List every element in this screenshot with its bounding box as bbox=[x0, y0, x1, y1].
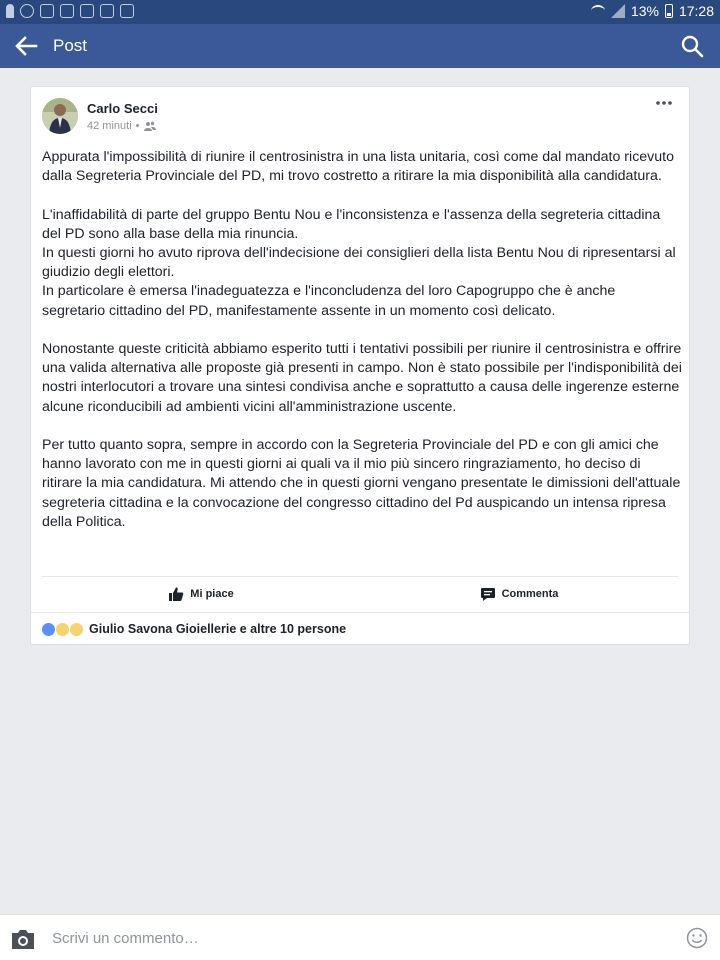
thumbs-up-icon bbox=[168, 586, 184, 602]
post-paragraph: L'inaffidabilità di parte del gruppo Bentu Nou e l'inconsistenza e l'assenza della segreteria cittadina del PD sono alla base della mia rinuncia. In questi giorni ho avuto riprova dell'indecisione dei consiglieri della lista Bentu Nou di ripresentarsi al giudizio degli elettori. In particolare è emersa l'inadeguatezza e l'inconcludenza del loro Capogruppo che è anche segretario cittadino del PD, manifestamente assente in un momento così delicato. bbox=[42, 206, 676, 319]
signal-icon bbox=[611, 4, 625, 18]
search-icon[interactable] bbox=[680, 34, 704, 58]
post-meta bbox=[87, 120, 156, 132]
flipboard-icon bbox=[80, 4, 94, 18]
notification-icons bbox=[6, 4, 134, 18]
post-time[interactable]: 42 minuti bbox=[87, 120, 132, 132]
shield-icon bbox=[60, 4, 74, 18]
battery-percent: 13% bbox=[630, 3, 659, 19]
wow-reaction-icon bbox=[69, 622, 84, 637]
post-paragraph: Appurata l'impossibilità di riunire il centrosinistra in una lista unitaria, così come dal mandato ricevuto dalla Segreteria Provinciale del PD, mi trovo costretto a ritirare la mia disponibilità alla candidatura. bbox=[42, 149, 674, 185]
comment-button[interactable] bbox=[360, 577, 678, 611]
post-actions bbox=[42, 577, 678, 611]
image-icon bbox=[40, 4, 54, 18]
emoji-icon[interactable] bbox=[686, 927, 708, 949]
avatar[interactable] bbox=[42, 98, 78, 134]
like-button[interactable] bbox=[42, 577, 360, 611]
sad-reaction-icon bbox=[55, 622, 70, 637]
post-author[interactable]: Carlo Secci bbox=[87, 101, 158, 116]
wifi-icon bbox=[591, 5, 605, 17]
system-status bbox=[591, 3, 714, 19]
reaction-icons bbox=[41, 622, 83, 637]
whatsapp-icon bbox=[20, 4, 34, 18]
avatar-photo bbox=[42, 98, 78, 134]
post-card bbox=[30, 86, 690, 645]
clock: 17:28 bbox=[678, 3, 714, 19]
post-paragraph: Nonostante queste criticità abbiamo esperito tutti i tentativi possibili per riunire il centrosinistra e offrire una valida alternativa alle proposte già presenti in campo. Non è stato possibile per l'indisponibilità dei nostri interlocutori a trovare una sintesi condivisa anche e soprattutto a causa delle ingerenze esterne alcune riconducibili ad ambienti vicini all'amministrazione uscente. bbox=[42, 341, 682, 415]
inbox-icon bbox=[120, 4, 134, 18]
post-body bbox=[42, 148, 682, 532]
post-paragraph: Per tutto quanto sopra, sempre in accordo con la Segreteria Provinciale del PD e con gli amici che hanno lavorato con me in questi giorni ai quali va il mio più sincero ringraziamento, ho deciso di ritirare la mia candidatura. Mi attendo che in questi giorni vengano presentate le dimissioni dell'attuale segreteria cittadina e la convocazione del congresso cittadino del Pd auspicando un intensa ripresa della Politica. bbox=[42, 437, 681, 530]
like-label: Mi piace bbox=[190, 588, 234, 600]
more-options-icon[interactable] bbox=[653, 99, 675, 107]
youtube-icon bbox=[100, 4, 114, 18]
page-title: Post bbox=[53, 36, 88, 55]
meta-separator: • bbox=[135, 120, 140, 132]
app-bar bbox=[0, 24, 720, 68]
comment-input[interactable] bbox=[52, 925, 652, 951]
comment-bar bbox=[0, 914, 720, 960]
status-bar bbox=[0, 0, 720, 24]
camera-icon[interactable] bbox=[10, 928, 36, 950]
battery-icon bbox=[665, 4, 673, 18]
person-icon bbox=[6, 4, 14, 18]
reactions-text: Giulio Savona Gioiellerie e altre 10 persone bbox=[89, 622, 347, 636]
like-reaction-icon bbox=[41, 622, 56, 637]
comment-label: Commenta bbox=[501, 588, 559, 600]
friends-privacy-icon bbox=[144, 121, 156, 131]
reactions-summary[interactable] bbox=[31, 612, 689, 645]
comment-icon bbox=[480, 586, 496, 602]
back-arrow-icon[interactable] bbox=[14, 35, 38, 57]
